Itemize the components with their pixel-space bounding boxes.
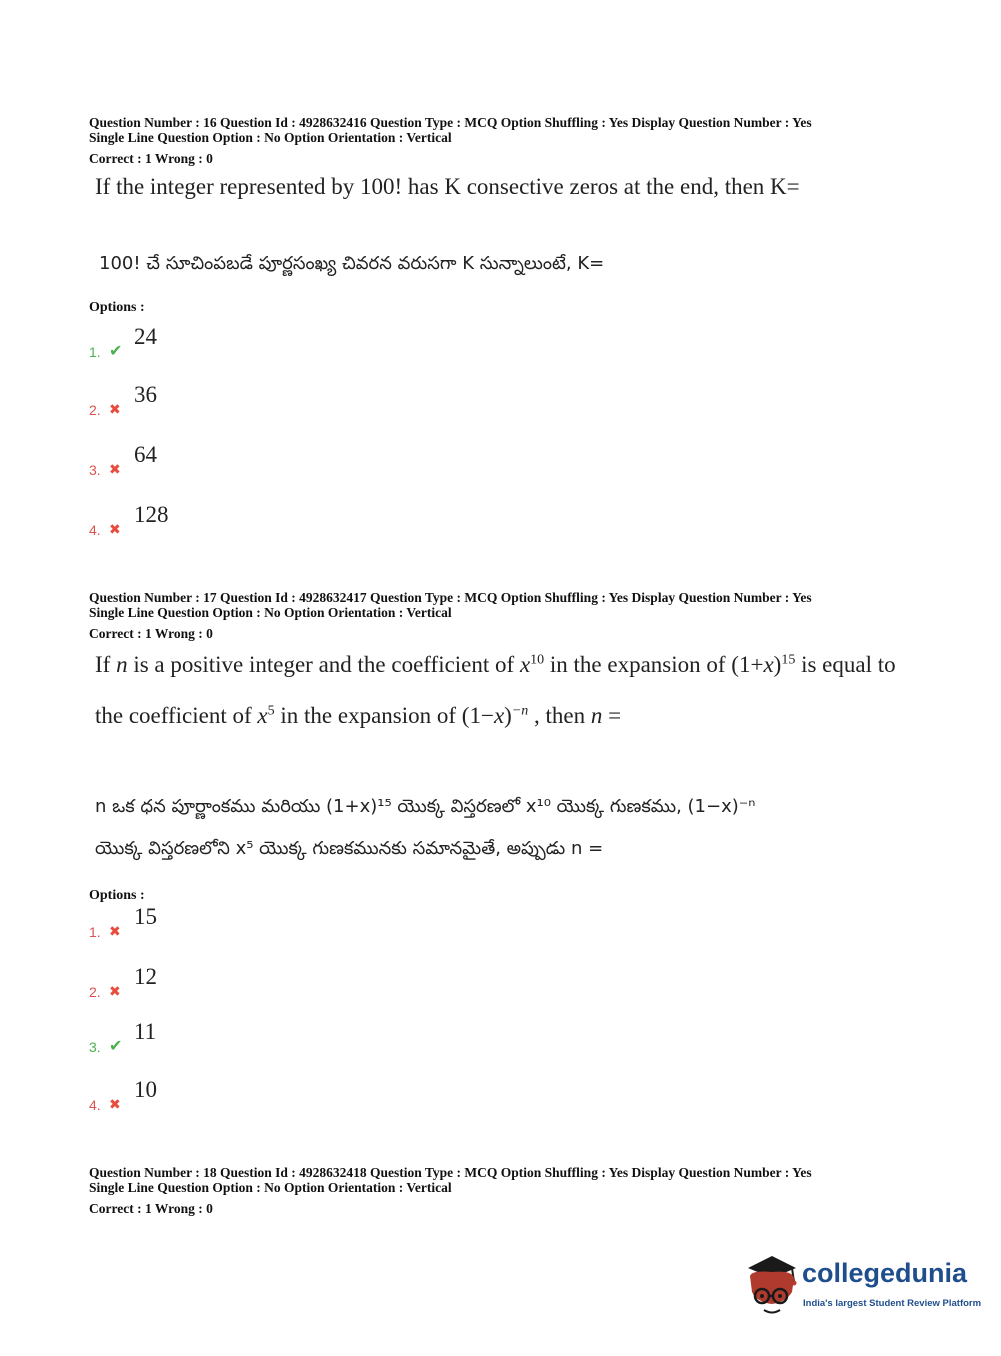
cross-icon: ✖ — [109, 1097, 121, 1113]
q16-option-2 — [89, 382, 289, 418]
logo-wordmark: collegedunia — [802, 1258, 968, 1288]
q17-question-telugu-line2: యొక్క విస్తరణలోని x⁵ యొక్క గుణకమునకు సమానమైతే, అప్పుడు n = — [95, 838, 604, 859]
q16-meta-correct-wrong: Correct : 1 Wrong : 0 — [89, 151, 213, 166]
q16-meta-line1: Question Number : 16 Question Id : 4928632416 Question Type : MCQ Option Shuffling : Yes Display Question Number : Yes — [89, 115, 812, 130]
q17-meta-correct-wrong: Correct : 1 Wrong : 0 — [89, 626, 213, 641]
option-value: 128 — [134, 502, 169, 527]
cross-icon: ✖ — [109, 924, 121, 940]
option-number: 1. — [89, 924, 101, 940]
q16-meta — [89, 115, 812, 166]
q17-option-3 — [89, 1019, 289, 1055]
q16-option-1 — [89, 324, 289, 360]
option-value: 10 — [134, 1077, 157, 1102]
q17-question-telugu-line1: n ఒక ధన పూర్ణాంకము మరియు (1+x)¹⁵ యొక్క విస్తరణలో x¹⁰ యొక్క గుణకము, (1−x)⁻ⁿ — [95, 796, 756, 817]
option-number: 4. — [89, 1097, 101, 1113]
cross-icon: ✖ — [109, 522, 121, 538]
option-number: 3. — [89, 1039, 101, 1055]
q17-options-label: Options : — [89, 888, 145, 903]
q17-meta — [89, 590, 812, 641]
cross-icon: ✖ — [109, 984, 121, 1000]
q17-meta-line1: Question Number : 17 Question Id : 4928632417 Question Type : MCQ Option Shuffling : Yes Display Question Number : Yes — [89, 590, 812, 605]
q17-meta-line2: Single Line Question Option : No Option Orientation : Vertical — [89, 605, 452, 620]
option-value: 36 — [134, 382, 157, 407]
q16-options-label: Options : — [89, 300, 145, 315]
q17-option-2 — [89, 964, 289, 1000]
cross-icon: ✖ — [109, 462, 121, 478]
check-icon: ✔ — [109, 1036, 123, 1055]
q17-option-1 — [89, 904, 289, 940]
option-number: 2. — [89, 984, 101, 1000]
q16-meta-line2: Single Line Question Option : No Option Orientation : Vertical — [89, 130, 452, 145]
option-number: 3. — [89, 462, 101, 478]
option-value: 11 — [134, 1019, 157, 1044]
q18-meta — [89, 1165, 812, 1216]
option-value: 24 — [134, 324, 157, 349]
option-number: 4. — [89, 522, 101, 538]
option-value: 12 — [134, 964, 157, 989]
cross-icon: ✖ — [109, 402, 121, 418]
option-number: 1. — [89, 344, 101, 360]
mascot-icon — [742, 1252, 800, 1318]
q17-question-english-line1: If n is a positive integer and the coefficient of $x^{10}$ in the expansion of $(1+x)^{15}$ is equal to — [95, 652, 896, 677]
collegedunia-logo — [742, 1252, 982, 1322]
q16-option-3 — [89, 442, 289, 478]
q17-question-english-line2: the coefficient of $x^5$ in the expansion of $(1-x)^{-n}$ , then n = — [95, 703, 622, 728]
q18-meta-line1: Question Number : 18 Question Id : 4928632418 Question Type : MCQ Option Shuffling : Yes Display Question Number : Yes — [89, 1165, 812, 1180]
check-icon: ✔ — [109, 341, 123, 360]
option-number: 2. — [89, 402, 101, 418]
option-value: 15 — [134, 904, 157, 929]
q16-option-4 — [89, 502, 289, 538]
q16-question-telugu: 100! చే సూచింపబడే పూర్ణసంఖ్య చివరన వరుసగా K సున్నాలుంటే, K= — [99, 253, 605, 274]
logo-tagline: India's largest Student Review Platform — [803, 1298, 982, 1309]
q18-meta-correct-wrong: Correct : 1 Wrong : 0 — [89, 1201, 213, 1216]
q18-meta-line2: Single Line Question Option : No Option Orientation : Vertical — [89, 1180, 452, 1195]
q17-option-4 — [89, 1077, 289, 1113]
option-value: 64 — [134, 442, 157, 467]
q16-question-english: If the integer represented by 100! has K consective zeros at the end, then K= — [95, 174, 800, 199]
